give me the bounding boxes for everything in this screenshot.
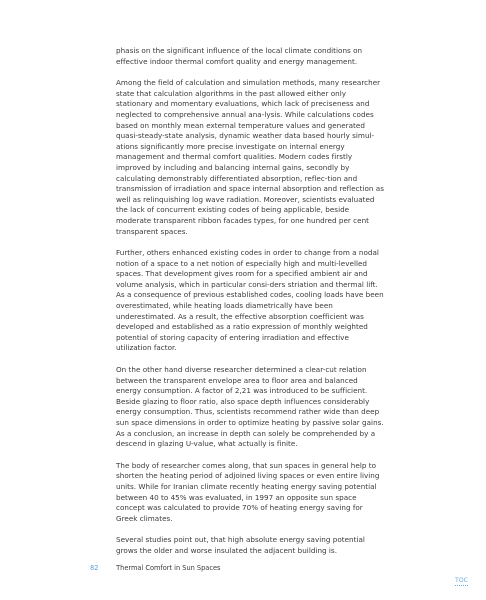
body-text bbox=[116, 46, 384, 568]
paragraph: Several studies point out, that high absolute energy saving potential grows the older and worse insulated the adjacent building is. bbox=[116, 535, 365, 555]
page-number: 82 bbox=[90, 564, 99, 572]
paragraph: On the other hand diverse researcher determined a clear-cut relation between the transparent envelope area to floor area and balanced energy consumption. A factor of 2,21 was introduced to be sufficient. Beside glazing to floor ratio, also space depth influences considerably energy consumption. Thus, scientists recommend rather wide than deep sun space dimensions in order to optimize heating by passive solar gains. As a conclusion, an increase in depth can solely be comprehended by a descend in glazing U-value, what actually is finite. bbox=[116, 365, 384, 449]
paragraph: The body of researcher comes along, that sun spaces in general help to shorten the heating period of adjoined living spaces or even entire living units. While for Iranian climate recently heating energy saving potential between 40 to 45% was evaluated, in 1997 an opposite sun space concept was calculated to provide 70% of heating energy saving for Greek climates. bbox=[116, 460, 380, 523]
paragraph: Among the field of calculation and simulation methods, many researcher state that calculation algorithms in the past allowed either only stationary and momentary evaluations, which lack of preciseness and neglected to comprehensive annual ana-lysis. While calculations codes based on monthly mean external temperature values and generated quasi-steady-state analysis, dynamic weather data based hourly simul-ations significantly more precise investigate on internal energy management and thermal comfort qualities. Modern codes firstly improved by including and balancing internal gains, secondly by calculating demonstrably differentiated absorption, reflec-tion and transmission of irradiation and space internal absorption and reflection as well as relinquishing log wave radiation. Moreover, scientists evaluated the lack of concurrent existing codes of being applicable, beside moderate transparent ribbon facades types, for one hundred per cent transparent spaces. bbox=[116, 78, 384, 236]
page-footer bbox=[90, 564, 220, 572]
paragraph: Further, others enhanced existing codes in order to change from a nodal notion of a space to a net notion of especially high and multi-levelled spaces. That development gives room for a specified ambient air and volume analysis, which in particular consi-ders striation and thermal lift. As a consequence of previous established codes, cooling loads have been overestimated, while heating loads diametrically have been underestimated. As a result, the effective absorption coefficient was developed and established as a ratio expression of monthly weighted potential of storing capacity of entering irradiation and effective utilization factor. bbox=[116, 248, 384, 353]
running-title: Thermal Comfort in Sun Spaces bbox=[116, 564, 221, 572]
paragraph: phasis on the significant influence of the local climate conditions on effective indoor thermal comfort quality and energy management. bbox=[116, 46, 363, 66]
toc-link[interactable]: TOC bbox=[455, 577, 468, 584]
